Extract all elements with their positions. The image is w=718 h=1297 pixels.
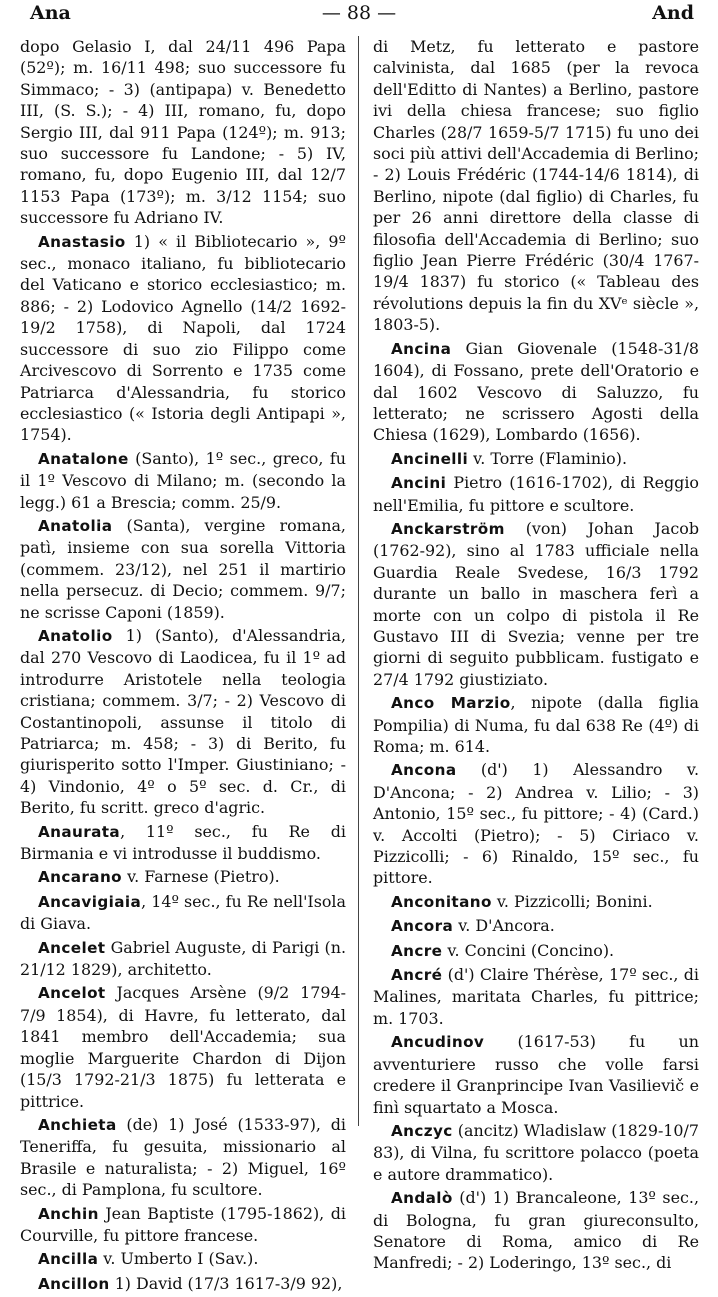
dictionary-entry — [373, 338, 699, 446]
entry-text: di Metz, fu letterato e pastore calvinista, dal 1685 (per la revoca dell'Editto di Nantes) a Berlino, pastore ivi della chiesa francese; suo figlio Charles (28/7 1659-5/7 1715) fu uno dei soci più attivi dell'Accademia di Berlino; - 2) Louis Frédéric (1744-14/6 1814), di Berlino, nipote (dal figlio) di Charles, fu per 26 anni direttore della classe di filosofia dell'Accademia di Berlino; suo figlio Jean Pierre Frédéric (30/4 1767-19/4 1837) fu storico (« Tableau des révolutions depuis la fin du XVᵉ siècle », 1803-5). — [373, 37, 699, 335]
dictionary-entry — [20, 1248, 346, 1270]
entry-text: , 11º sec., fu Re di Birmania e vi introdusse il buddismo. — [20, 821, 346, 864]
entry-text: (d') Claire Thérèse, 17º sec., di Malines, maritata Charles, fu pittrice; m. 1703. — [373, 965, 699, 1028]
entry-text: , nipote (dalla figlia Pompilia) di Numa, fu dal 638 Re (4º) di Roma; m. 614. — [373, 693, 699, 756]
entry-text: Gian Giovenale (1548-31/8 1604), di Fossano, prete dell'Oratorio e dal 1602 Vescovo di Saluzzo, fu letterato; ne scrissero Agosti della Chiesa (1629), Lombardo (1656). — [373, 338, 699, 445]
entry-text: v. D'Ancora. — [453, 916, 555, 936]
dictionary-entry — [20, 982, 346, 1111]
entry-headword: Anchieta — [38, 1115, 117, 1134]
entry-text: v. Umberto I (Sav.). — [98, 1249, 259, 1269]
entry-headword: Ancona — [391, 761, 457, 780]
dictionary-entry — [373, 36, 699, 336]
entry-headword: Ancilla — [38, 1250, 99, 1269]
dictionary-entry — [20, 515, 346, 623]
header-left-guideword: Ana — [30, 2, 71, 24]
dictionary-entry — [373, 915, 699, 937]
dictionary-entry — [20, 448, 346, 513]
entry-headword: Ancillon — [38, 1274, 110, 1293]
entry-headword: Anastasio — [38, 232, 126, 251]
dictionary-entry — [20, 891, 346, 935]
entry-text: (Santo), 1º sec., greco, fu il 1º Vescovo di Milano; m. (secondo la legg.) 61 a Brescia; comm. 25/9. — [20, 448, 346, 512]
entry-headword: Ancavigiaia — [38, 892, 142, 911]
entry-headword: Ancré — [391, 966, 443, 985]
entry-text: (1617-53) fu un avventuriere russo che volle farsi credere il Granprincipe Ivan Vasilievič e finì squartato a Mosca. — [373, 1032, 699, 1117]
entry-text: Gabriel Auguste, di Parigi (n. 21/12 1829), architetto. — [20, 937, 346, 980]
entry-headword: Andalò — [391, 1189, 453, 1208]
entry-headword: Anaurata — [38, 822, 121, 841]
dictionary-entry — [20, 821, 346, 865]
right-column — [373, 36, 699, 1276]
dictionary-entry — [373, 891, 699, 913]
entry-headword: Anatalone — [38, 449, 129, 468]
entry-text: (Santa), vergine romana, patì, insieme con sua sorella Vittoria (commem. 23/12), nel 251 il martirio nella persecuz. di Decio; commem. 9/7; ne scrisse Caponi (1859). — [20, 515, 346, 622]
dictionary-entry — [373, 448, 699, 470]
entry-text: , 14º sec., fu Re nell'Isola di Giava. — [20, 891, 346, 934]
entry-text: v. Pizzicolli; Bonini. — [491, 891, 653, 911]
entry-headword: Ancina — [391, 339, 452, 358]
entry-headword: Anatolia — [38, 516, 113, 535]
header-right-guideword: And — [652, 2, 694, 24]
entry-headword: Ancelet — [38, 938, 106, 957]
dictionary-entry — [373, 1120, 699, 1185]
entry-headword: Ancora — [391, 917, 454, 936]
entry-headword: Anatolio — [38, 626, 113, 645]
entry-headword: Ancarano — [38, 868, 123, 887]
entry-headword: Ancelot — [38, 984, 106, 1003]
entry-headword: Ancinelli — [391, 449, 469, 468]
entry-text: (d') 1) Brancaleone, 13º sec., di Bologna, fu gran giureconsulto, Senatore di Roma, amico di Re Manfredi; - 2) Loderingo, 13º sec., di — [373, 1188, 699, 1273]
entry-text: (de) 1) José (1533-97), di Teneriffa, fu gesuita, missionario al Brasile e naturalista; - 2) Miguel, 16º sec., di Pamplona, fu scultore. — [20, 1114, 346, 1200]
entry-text: 1) (Santo), d'Alessandria, dal 270 Vescovo di Laodicea, fu il 1º ad introdurre Aristotele nella teologia cristiana; commem. 3/7; - 2) Vescovo di Costantinopoli, assunse il titolo di Patriarca; m. 458; - 3) di Berito, fu giurisperito sotto l'Imper. Giustiniano; - 4) Vindonio, 4º o 5º sec. d. Cr., di Berito, fu scritt. greco d'agric. — [20, 625, 346, 818]
entry-text: 1) « il Bibliotecario », 9º sec., monaco italiano, fu bibliotecario del Vaticano e storico ecclesiastico; m. 886; - 2) Lodovico Agnello (14/2 1692-19/2 1758), di Napoli, dal 1724 successore di suo zio Filippo come Arcivescovo di Sorrento e 1735 come Patriarca d'Alessandria, fu storico ecclesiastico (« Istoria degli Antipapi », 1754). — [20, 231, 346, 445]
dictionary-entry — [373, 940, 699, 962]
entry-text: Jacques Arsène (9/2 1794-7/9 1854), di Havre, fu letterato, dal 1841 membro dell'Accademia; sua moglie Marguerite Chardon di Dijon (15/3 1792-21/3 1875) fu letterata e pittrice. — [20, 983, 346, 1111]
entry-headword: Anczyc — [391, 1121, 453, 1140]
dictionary-entry — [20, 937, 346, 981]
dictionary-entry — [373, 1031, 699, 1118]
entry-text: (von) Johan Jacob (1762-92), sino al 1783 ufficiale nella Guardia Reale Svedese, 16/3 1792 durante un ballo in maschera ferì a morte con un colpo di pistola il Re Gustavo III di Svezia; venne per tre giorni di seguito pubblicam. fustigato e 27/4 1792 giustiziato. — [373, 518, 699, 689]
entry-headword: Ancre — [391, 941, 443, 960]
page-number: — 88 — — [321, 2, 397, 24]
dictionary-entry — [373, 692, 699, 757]
dictionary-entry — [20, 1273, 346, 1295]
column-divider — [358, 36, 359, 1126]
dictionary-entry — [373, 759, 699, 888]
dictionary-entry — [373, 1187, 699, 1274]
entry-headword: Anckarström — [391, 519, 505, 538]
entry-text: Jean Baptiste (1795-1862), di Courville, fu pittore francese. — [20, 1203, 346, 1245]
page-header — [0, 0, 718, 30]
entry-headword: Ancini — [391, 474, 447, 493]
dictionary-entry — [373, 518, 699, 690]
dictionary-entry — [20, 231, 346, 446]
dictionary-entry — [20, 1203, 346, 1247]
entry-headword: Anchin — [38, 1204, 99, 1223]
entry-headword: Anconitano — [391, 892, 492, 911]
entry-headword: Anco Marzio — [391, 694, 511, 713]
entry-text: Pietro (1616-1702), di Reggio nell'Emilia, fu pittore e scultore. — [373, 473, 699, 515]
entry-text: (d') 1) Alessandro v. D'Ancona; - 2) Andrea v. Lilio; - 3) Antonio, 15º sec., fu pittore; - 4) (Card.) v. Accolti (Pietro); - 5) Ciriaco v. Pizzicolli; - 6) Rinaldo, 15º sec., fu pittore. — [373, 760, 699, 888]
dictionary-entry — [20, 36, 346, 229]
dictionary-entry — [20, 625, 346, 819]
entry-text: v. Concini (Concino). — [442, 940, 615, 960]
entry-text: 1) David (17/3 1617-3/9 92), — [109, 1273, 343, 1293]
entry-text: v. Torre (Flaminio). — [468, 448, 627, 468]
entry-text: (ancitz) Wladislaw (1829-10/7 83), di Vilna, fu scrittore polacco (poeta e autore drammatico). — [373, 1120, 699, 1184]
entry-headword: Ancudinov — [391, 1033, 485, 1052]
dictionary-entry — [20, 866, 346, 888]
dictionary-entry — [373, 472, 699, 516]
left-column — [20, 36, 346, 1297]
entry-text: v. Farnese (Pietro). — [122, 867, 280, 887]
dictionary-entry — [20, 1114, 346, 1201]
dictionary-entry — [373, 964, 699, 1029]
entry-text: dopo Gelasio I, dal 24/11 496 Papa (52º); m. 16/11 498; suo successore fu Simmaco; - 3) (antipapa) v. Benedetto III, (S. S.); - 4) III, romano, fu, dopo Sergio III, dal 911 Papa (124º); m. 913; suo successore fu Landone; - 5) IV, romano, fu, dopo Eugenio III, dal 12/7 1153 Papa (173º); m. 3/12 1154; suo successore fu Adriano IV. — [20, 37, 346, 228]
